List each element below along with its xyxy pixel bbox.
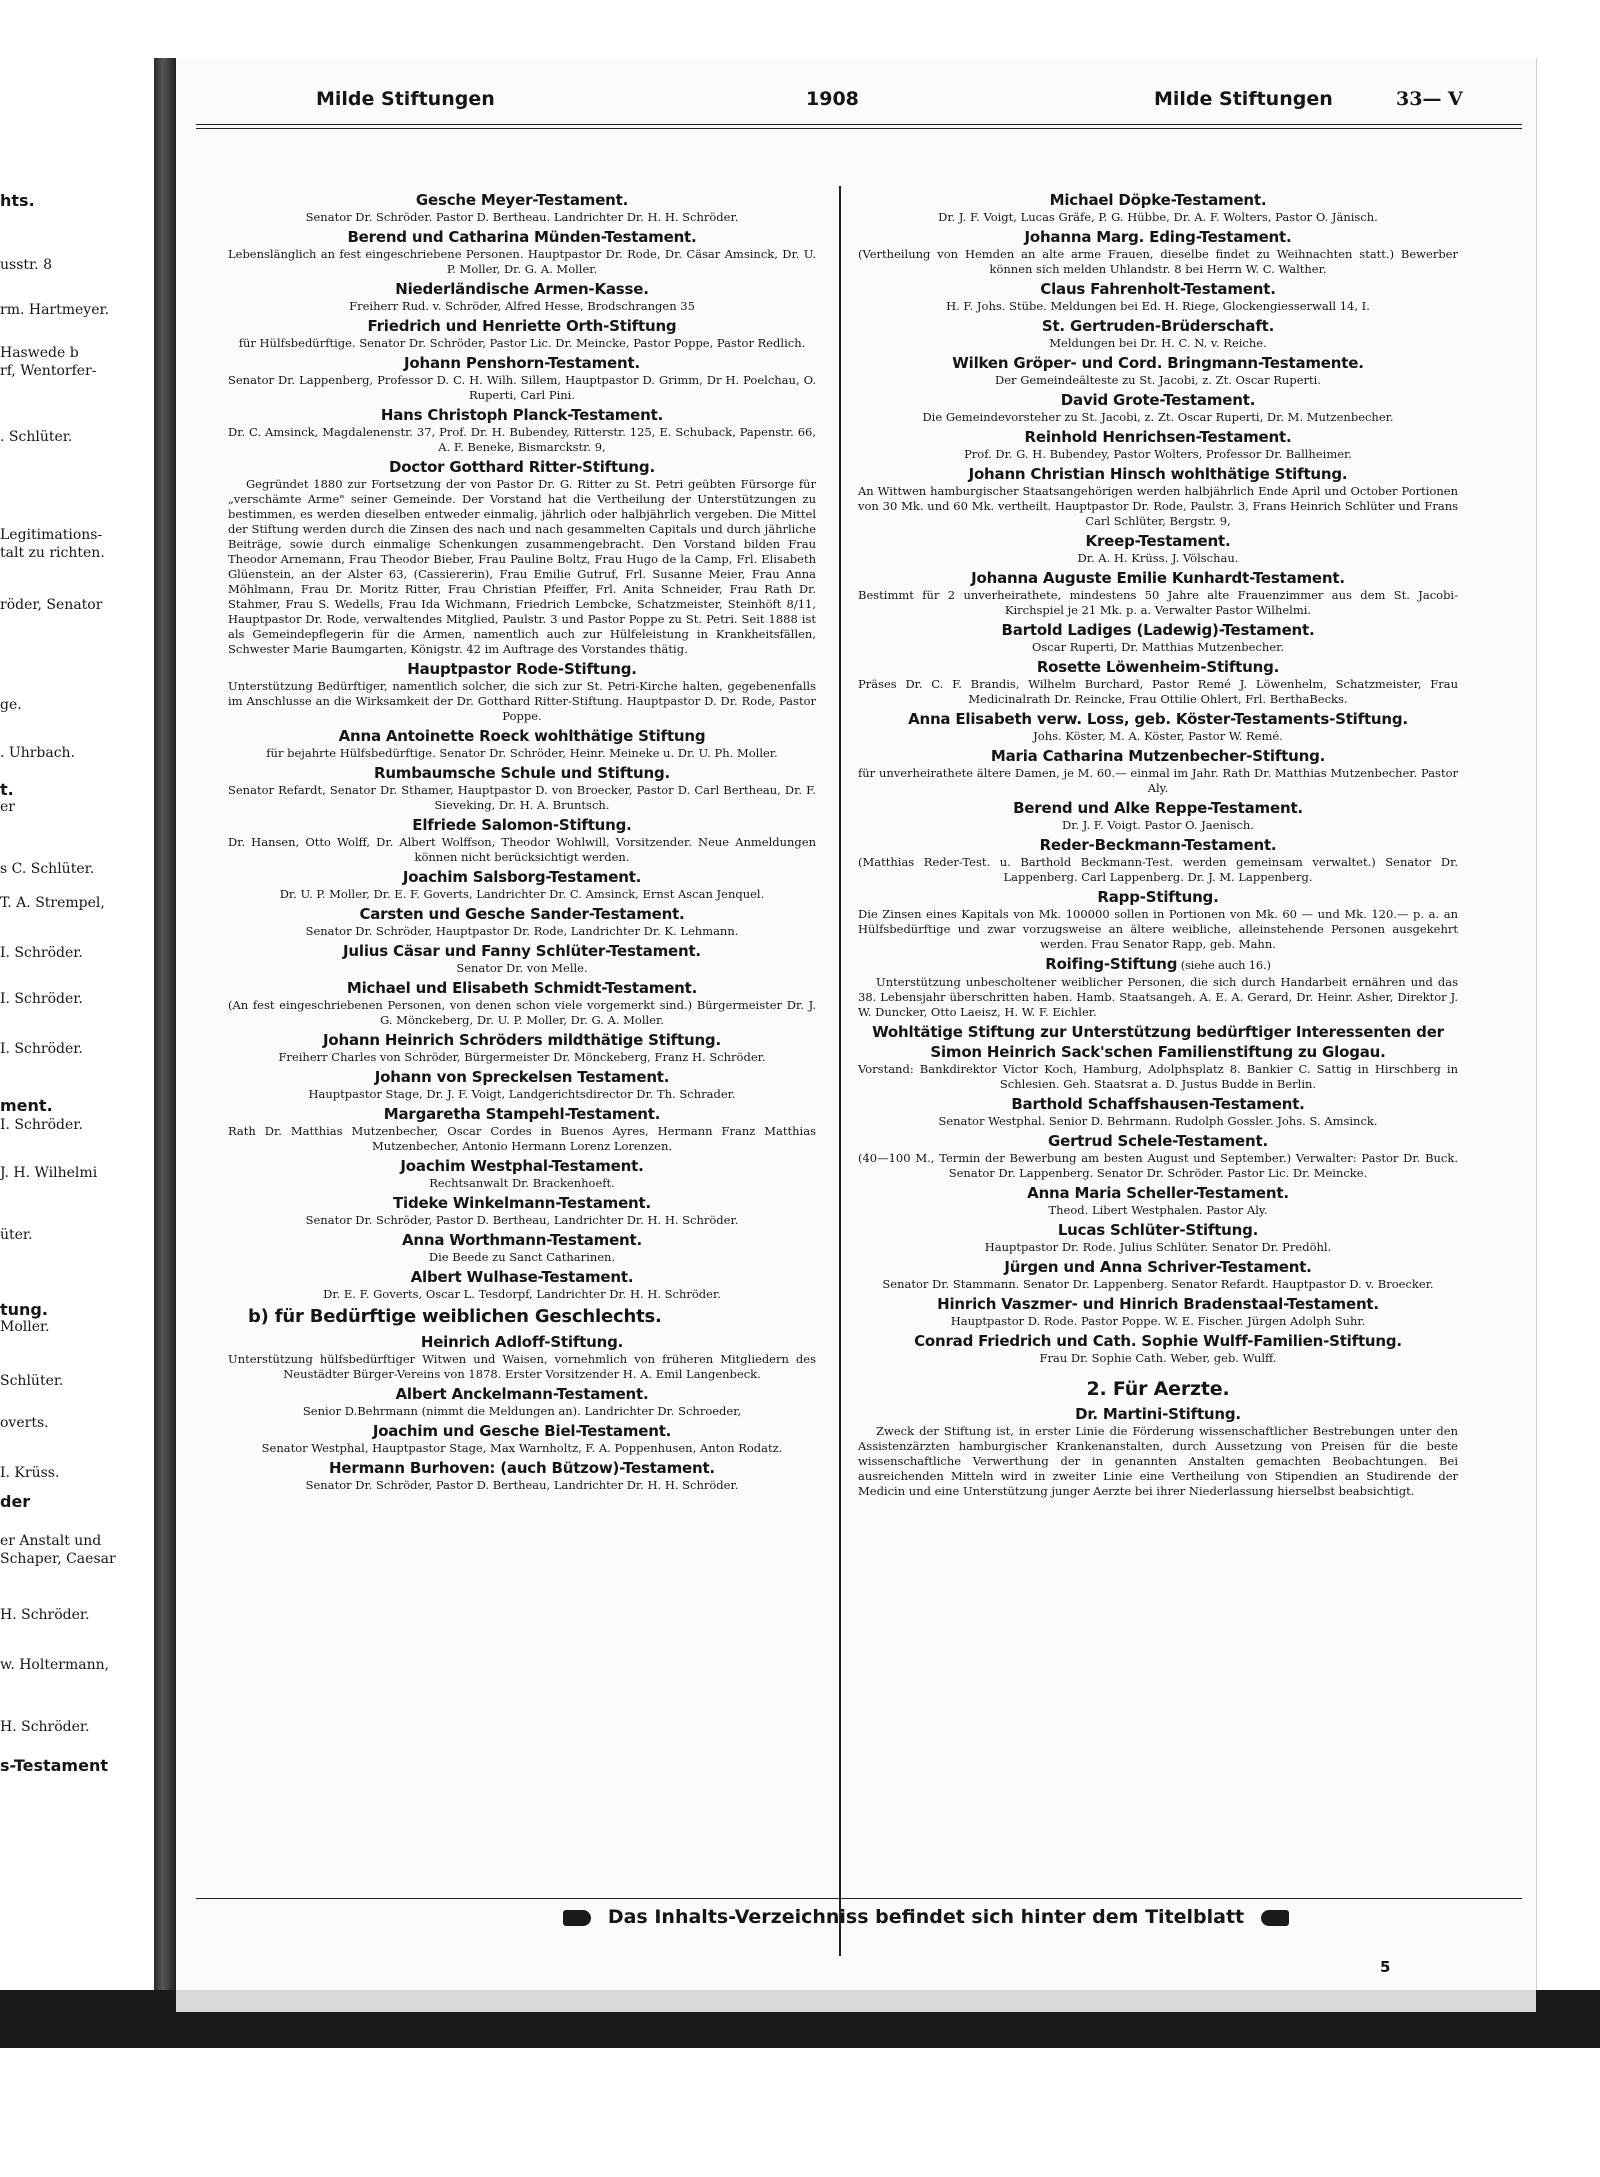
foundation-entry [228, 978, 816, 1028]
facing-page-fragment: overts. [0, 1415, 49, 1431]
foundation-title: Albert Anckelmann-Testament. [395, 1385, 649, 1403]
page-number: 5 [1380, 1958, 1391, 1976]
foundation-details: Freiherr Rud. v. Schröder, Alfred Hesse, Brodschrangen 35 [349, 299, 695, 313]
title-note: (siehe auch 16.) [1177, 958, 1271, 972]
foundation-details: für bejahrte Hülfsbedürftige. Senator Dr. Schröder, Heinr. Meineke u. Dr. U. Ph. Moller. [266, 746, 778, 760]
foundation-title: Rapp-Stiftung. [1097, 888, 1219, 906]
directory-page [176, 58, 1537, 1993]
foundation-details: Dr. E. F. Goverts, Oscar L. Tesdorpf, Landrichter Dr. H. H. Schröder. [323, 1287, 721, 1301]
section-heading: 2. Für Aerzte. [1086, 1378, 1230, 1400]
foundation-entry [228, 1384, 816, 1419]
foundation-details: Die Zinsen eines Kapitals von Mk. 100000 sollen in Portionen von Mk. 60 — und Mk. 120.— p. a. an Hülfsbedürftige und zwar vorzugsweise an ältere weibliche, alleinstehende Personen ausgekehrt werden. Frau Senator Rapp, geb. Mahn. [858, 907, 1458, 951]
foundation-title: Rosette Löwenheim-Stiftung. [1036, 658, 1280, 676]
foundation-entry [858, 954, 1458, 1020]
foundation-title: Wohltätige Stiftung zur Unterstützung bedürftiger Interessenten der Simon Heinrich Sack'schen Familienstiftung zu Glogau. [872, 1023, 1444, 1061]
foundation-title: Johanna Marg. Eding-Testament. [1024, 228, 1292, 246]
foundation-title: Niederländische Armen-Kasse. [395, 280, 649, 298]
foundation-entry [858, 190, 1458, 225]
foundation-title: Hermann Burhoven: (auch Bützow)-Testament. [329, 1459, 715, 1477]
foundation-entry [228, 279, 816, 314]
foundation-title: Wilken Gröper- und Cord. Bringmann-Testamente. [952, 354, 1364, 372]
facing-page-fragment: J. H. Wilhelmi [0, 1165, 98, 1181]
foundation-entry [228, 659, 816, 724]
foundation-details: Gegründet 1880 zur Fortsetzung der von Pastor Dr. G. Ritter zu St. Petri geübten Fürsorge für „verschämte Arme" seiner Gemeinde. Der Vorstand hat die Vertheilung der Unterstützungen zu bestimmen, es werden dieselben entweder einmalig, jährlich oder halbjährlich vergeben. Die Mittel der Stiftung werden durch die Zinsen des nach und nach gesammelten Capitals und durch jährliche Beiträge, sowie durch einmalige Schenkungen zusammengebracht. Den Vorstand bilden Frau Theodor Arnemann, Frau Theodor Bieber, Frau Pauline Boltz, Frau Hugo de la Camp, Frl. Elisabeth Glüenstein, an der Alster 63, (Cassiererin), Frau Emilie Gutruf, Frl. Susanne Meier, Frau Anna Möhlmann, Frau Dr. Moritz Ritter, Frau Christian Pfeiffer, Frl. Anita Schneider, Frau Rath Dr. Stahmer, Frau S. Wedells, Frau Ida Wichmann, Friedrich Lembcke, Schatzmeister, Steinhöft 8/11, Hauptpastor Dr. Rode, verwaltendes Mitglied, Paulstr. 3 und Pastor Poppe zu St. Petri. Seit 1888 ist als Gemeindepflegerin für die Armen, namentlich auch zur Hülfeleistung in Krankheitsfällen, Schwester Marie Baumgarten, Königstr. 42 im Auftrage des Vorstandes thätig. [228, 477, 816, 656]
foundation-details: H. F. Johs. Stübe. Meldungen bei Ed. H. Riege, Glockengiesserwall 14, I. [946, 299, 1370, 313]
foundation-entry [858, 657, 1458, 707]
foundation-title: Joachim und Gesche Biel-Testament. [372, 1422, 672, 1440]
left-page-edge [0, 58, 160, 2048]
foundation-title: Gertrud Schele-Testament. [1048, 1132, 1268, 1150]
facing-page-fragment: I. Krüss. [0, 1465, 60, 1481]
foundation-title: Gesche Meyer-Testament. [415, 191, 629, 209]
foundation-title: Conrad Friedrich und Cath. Sophie Wulff-Familien-Stiftung. [914, 1332, 1402, 1350]
foundation-entry [228, 353, 816, 403]
foundation-entry [228, 316, 816, 351]
foundation-details: Senator Dr. Schröder, Pastor D. Bertheau, Landrichter Dr. H. H. Schröder. [305, 1213, 739, 1227]
header-right: Milde Stiftungen [1154, 88, 1333, 110]
facing-page-fragment: Moller. [0, 1319, 50, 1335]
foundation-entry [858, 1183, 1458, 1218]
foundation-details: Zweck der Stiftung ist, in erster Linie die Förderung wissenschaftlicher Bestrebungen unter den Assistenzärzten hamburgischer Krankenanstalten, durch Aussetzung von Preisen für die beste wissenschaftliche Verwerthung der in genannten Anstalten gemachten Beobachtungen. Bei ausreichenden Mitteln wird in zweiter Linie eine Vertheilung von Stipendien an Studirende der Medicin und eine Unterstützung junger Aerzte bei ihrer Niederlassung hierselbst beabsichtigt. [858, 1424, 1458, 1498]
foundation-entry [228, 1458, 816, 1493]
foundation-entry [228, 1156, 816, 1191]
foundation-title: Hauptpastor Rode-Stiftung. [407, 660, 637, 678]
foundation-entry [228, 227, 816, 277]
foundation-details: Lebenslänglich an fest eingeschriebene Personen. Hauptpastor Dr. Rode, Dr. Cäsar Amsinck, Dr. U. P. Moller, Dr. G. A. Moller. [228, 247, 816, 276]
foundation-title: Hinrich Vaszmer- und Hinrich Bradenstaal-Testament. [937, 1295, 1379, 1313]
foundation-title: Anna Antoinette Roeck wohlthätige Stiftung [338, 727, 706, 745]
foundation-title: Reder-Beckmann-Testament. [1039, 836, 1277, 854]
foundation-entry [228, 1304, 816, 1330]
foundation-title: Johann Heinrich Schröders mildthätige Stiftung. [323, 1031, 721, 1049]
foundation-details: Freiherr Charles von Schröder, Bürgermeister Dr. Mönckeberg, Franz H. Schröder. [278, 1050, 766, 1064]
facing-page-fragment: ge. [0, 697, 22, 713]
running-header [256, 88, 1576, 122]
left-column [228, 190, 816, 1495]
foundation-details: Rechtsanwalt Dr. Brackenhoeft. [429, 1176, 615, 1190]
foundation-entry [858, 1131, 1458, 1181]
foundation-details: Die Gemeindevorsteher zu St. Jacobi, z. Zt. Oscar Ruperti, Dr. M. Mutzenbecher. [922, 410, 1394, 424]
foundation-title: Anna Elisabeth verw. Loss, geb. Köster-Testaments-Stiftung. [908, 710, 1408, 728]
foundation-title: Johanna Auguste Emilie Kunhardt-Testament. [971, 569, 1345, 587]
foundation-entry [858, 620, 1458, 655]
facing-page-fragment: I. Schröder. [0, 1117, 83, 1133]
foundation-details: Der Gemeindeälteste zu St. Jacobi, z. Zt. Oscar Ruperti. [995, 373, 1321, 387]
foundation-entry [858, 390, 1458, 425]
facing-page-fragment: röder, Senator [0, 597, 103, 613]
foundation-entry [228, 763, 816, 813]
foundation-details: (Vertheilung von Hemden an alte arme Frauen, dieselbe findet zu Weihnachten statt.) Bewerber können sich melden Uhlandstr. 8 bei Herrn W. C. Walther. [858, 247, 1458, 276]
foundation-details: Senator Westphal. Senior D. Behrmann. Rudolph Gossler. Johs. S. Amsinck. [938, 1114, 1378, 1128]
foundation-details: Unterstützung unbescholtener weiblicher Personen, die sich durch Handarbeit ernähren und das 38. Lebensjahr überschritten haben. Hamb. Staatsangeh. A. E. A. Gerard, Dr. Heinr. Asher, Direktor J. W. Duncker, Otto Laeisz, H. W. F. Eichler. [858, 975, 1458, 1019]
foundation-entry [858, 1331, 1458, 1366]
foundation-details: Senator Refardt, Senator Dr. Sthamer, Hauptpastor D. von Broecker, Pastor D. Carl Bertheau, Dr. F. Sieveking, Dr. H. A. Bruntsch. [228, 783, 816, 812]
foundation-details: Senior D.Behrmann (nimmt die Meldungen an). Landrichter Dr. Schroeder, [302, 1404, 742, 1418]
foundation-title: Barthold Schaffshausen-Testament. [1011, 1095, 1305, 1113]
footer-rule [196, 1898, 1522, 1899]
foundation-details: Dr. J. F. Voigt. Pastor O. Jaenisch. [1062, 818, 1254, 832]
header-rule [196, 124, 1522, 125]
foundation-details: Senator Dr. Stammann. Senator Dr. Lappenberg. Senator Refardt. Hauptpastor D. v. Broecker. [882, 1277, 1434, 1291]
foundation-entry [858, 1404, 1458, 1499]
foundation-title: St. Gertruden-Brüderschaft. [1041, 317, 1275, 335]
foundation-entry [858, 1376, 1458, 1402]
foundation-entry [858, 531, 1458, 566]
foundation-title: Dr. Martini-Stiftung. [1075, 1405, 1241, 1423]
foundation-entry [858, 709, 1458, 744]
foundation-entry [858, 279, 1458, 314]
foundation-entry [228, 1230, 816, 1265]
facing-page-fragment: I. Schröder. [0, 1041, 83, 1057]
foundation-title: Anna Worthmann-Testament. [402, 1231, 642, 1249]
foundation-details: Hauptpastor Stage, Dr. J. F. Voigt, Landgerichtsdirector Dr. Th. Schrader. [308, 1087, 736, 1101]
facing-page-fragment: Legitimations- [0, 527, 103, 543]
foundation-entry [858, 835, 1458, 885]
foundation-details: Unterstützung hülfsbedürftiger Witwen und Waisen, vornehmlich von früheren Mitgliedern des Neustädter Bürger-Vereins von 1878. Erster Vorsitzender H. A. Emil Langenbeck. [228, 1352, 816, 1381]
foundation-details: Dr. A. H. Krüss. J. Völschau. [1077, 551, 1239, 565]
foundation-entry [858, 568, 1458, 618]
facing-page-fragment: üter. [0, 1227, 33, 1243]
foundation-details: Prof. Dr. G. H. Bubendey, Pastor Wolters, Professor Dr. Ballheimer. [964, 447, 1352, 461]
foundation-entry [858, 1094, 1458, 1129]
foundation-details: (40—100 M., Termin der Bewerbung am besten August und September.) Verwalter: Pastor Dr. Buck. Senator Dr. Lappenberg. Senator Dr. Schröder. Pastor Lic. Dr. Meincke. [858, 1151, 1458, 1180]
facing-page-fragment: Schlüter. [0, 1373, 64, 1389]
facing-page-fragment: ment. [0, 1096, 53, 1115]
foundation-entry [228, 457, 816, 657]
foundation-title: Lucas Schlüter-Stiftung. [1057, 1221, 1259, 1239]
foundation-title: Anna Maria Scheller-Testament. [1027, 1184, 1289, 1202]
foundation-title: Johann von Spreckelsen Testament. [374, 1068, 670, 1086]
foundation-entry [858, 353, 1458, 388]
facing-page-fragment: T. A. Strempel, [0, 895, 105, 911]
foundation-details: Hauptpastor D. Rode. Pastor Poppe. W. E. Fischer. Jürgen Adolph Suhr. [950, 1314, 1366, 1328]
foundation-details: Senator Dr. Lappenberg, Professor D. C. H. Wilh. Sillem, Hauptpastor D. Grimm, Dr H. Poelchau, O. Ruperti, Carl Pini. [228, 373, 816, 402]
column-divider [839, 186, 841, 1956]
facing-page-fragment: hts. [0, 191, 35, 210]
foundation-entry [228, 405, 816, 455]
facing-page-fragment: er Anstalt und [0, 1533, 102, 1549]
foundation-title: Hans Christoph Planck-Testament. [380, 406, 664, 424]
foundation-entry [228, 1421, 816, 1456]
foundation-entry [858, 1220, 1458, 1255]
foundation-details: Frau Dr. Sophie Cath. Weber, geb. Wulff. [1039, 1351, 1277, 1365]
foundation-details: Rath Dr. Matthias Mutzenbecher, Oscar Cordes in Buenos Ayres, Hermann Franz Matthias Mutzenbecher, Antonio Hermann Lorenz Lorenzen. [228, 1124, 816, 1153]
book-gutter [154, 58, 176, 2048]
foundation-details: Hauptpastor Dr. Rode. Julius Schlüter. Senator Dr. Predöhl. [984, 1240, 1332, 1254]
foundation-title: Friedrich und Henriette Orth-Stiftung [367, 317, 677, 335]
foundation-title: Elfriede Salomon-Stiftung. [412, 816, 632, 834]
foundation-details: für unverheirathete ältere Damen, je M. 60.— einmal im Jahr. Rath Dr. Matthias Mutzenbecher. Pastor Aly. [858, 766, 1458, 795]
facing-page-fragment: I. Schröder. [0, 991, 83, 1007]
facing-page-fragment: rf, Wentorfer- [0, 363, 97, 379]
foundation-details: Präses Dr. C. F. Brandis, Wilhelm Burchard, Pastor Remé J. Löwenhelm, Schatzmeister, Frau Medicinalrath Dr. Reincke, Frau Ottilie Ohlert, Frl. BerthaBecks. [858, 677, 1458, 706]
foundation-details: Senator Dr. von Melle. [456, 961, 588, 975]
foundation-entry [858, 227, 1458, 277]
pointing-hand-icon [563, 1910, 591, 1926]
foundation-title: Bartold Ladiges (Ladewig)-Testament. [1001, 621, 1315, 639]
foundation-entry [228, 1067, 816, 1102]
facing-page-fragment: s C. Schlüter. [0, 861, 95, 877]
facing-page-fragment: H. Schröder. [0, 1607, 90, 1623]
facing-page-fragment: er [0, 799, 15, 815]
foundation-details: Meldungen bei Dr. H. C. N. v. Reiche. [1049, 336, 1267, 350]
pointing-hand-left-icon [1261, 1910, 1289, 1926]
foundation-title: Johann Penshorn-Testament. [404, 354, 640, 372]
foundation-entry [228, 941, 816, 976]
foundation-title: Jürgen und Anna Schriver-Testament. [1004, 1258, 1312, 1276]
foundation-title: Rumbaumsche Schule und Stiftung. [373, 764, 671, 782]
facing-page-fragment: I. Schröder. [0, 945, 83, 961]
header-left: Milde Stiftungen [316, 88, 495, 110]
foundation-details: Dr. U. P. Moller, Dr. E. F. Goverts, Landrichter Dr. C. Amsinck, Ernst Ascan Jenquel. [279, 887, 765, 901]
foundation-entry [858, 1022, 1458, 1092]
facing-page-fragment: talt zu richten. [0, 545, 105, 561]
foundation-entry [228, 1193, 816, 1228]
foundation-entry [858, 798, 1458, 833]
foundation-details: Oscar Ruperti, Dr. Matthias Mutzenbecher. [1031, 640, 1285, 654]
foundation-details: (Matthias Reder-Test. u. Barthold Beckmann-Test. werden gemeinsam verwaltet.) Senator Dr. Lappenberg. Carl Lappenberg. Dr. J. M. Lappenberg. [858, 855, 1458, 884]
right-column [858, 190, 1458, 1501]
foundation-entry [228, 726, 816, 761]
foundation-details: Dr. J. F. Voigt, Lucas Gräfe, P. G. Hübbe, Dr. A. F. Wolters, Pastor O. Jänisch. [938, 210, 1378, 224]
facing-page-fragment: . Schlüter. [0, 429, 73, 445]
foundation-title: Claus Fahrenholt-Testament. [1040, 280, 1276, 298]
foundation-details: (An fest eingeschriebenen Personen, von denen schon viele vorgemerkt sind.) Bürgermeister Dr. J. G. Mönckeberg, Dr. U. P. Moller, Dr. G. A. Moller. [228, 998, 816, 1027]
foundation-title: Johann Christian Hinsch wohlthätige Stiftung. [968, 465, 1348, 483]
facing-page-fragment: rm. Hartmeyer. [0, 302, 110, 318]
foundation-entry [858, 746, 1458, 796]
facing-page-fragment: Haswede b [0, 345, 79, 361]
foundation-title: Maria Catharina Mutzenbecher-Stiftung. [990, 747, 1326, 765]
foundation-entry [228, 190, 816, 225]
footer-text: Das Inhalts-Verzeichniss befindet sich hinter dem Titelblatt [607, 1906, 1245, 1928]
foundation-entry [228, 1332, 816, 1382]
facing-page-fragment: usstr. 8 [0, 257, 52, 273]
foundation-entry [228, 867, 816, 902]
foundation-entry [228, 1104, 816, 1154]
foundation-details: Unterstützung Bedürftiger, namentlich solcher, die sich zur St. Petri-Kirche halten, gegebenenfalls im Anschlusse an die Wirksamkeit der Dr. Gotthard Ritter-Stiftung. Hauptpastor D. Dr. Rode, Pastor Poppe. [228, 679, 816, 723]
facing-page-fragment: der [0, 1492, 31, 1511]
foundation-entry [858, 887, 1458, 952]
facing-page-fragment: s-Testament [0, 1756, 108, 1775]
section-heading: b) für Bedürftige weiblichen Geschlechts. [248, 1306, 662, 1327]
foundation-details: Senator Dr. Schröder, Hauptpastor Dr. Rode, Landrichter Dr. K. Lehmann. [305, 924, 739, 938]
foundation-title: Michael und Elisabeth Schmidt-Testament. [346, 979, 698, 997]
foundation-details: Senator Dr. Schröder. Pastor D. Bertheau. Landrichter Dr. H. H. Schröder. [305, 210, 739, 224]
foundation-title: Margaretha Stampehl-Testament. [383, 1105, 661, 1123]
header-rule-thin [196, 128, 1522, 129]
foundation-details: An Wittwen hamburgischer Staatsangehörigen werden halbjährlich Ende April und October Portionen von 30 Mk. und 60 Mk. vertheilt. Hauptpastor Dr. Rode, Paulstr. 3, Frans Heinrich Schlüter und Frans Carl Schlüter, Bergstr. 9, [858, 484, 1458, 528]
header-pagecode: 33— V [1396, 88, 1463, 110]
foundation-entry [858, 316, 1458, 351]
foundation-title: Kreep-Testament. [1085, 532, 1231, 550]
header-year: 1908 [806, 88, 859, 110]
foundation-title: Berend und Catharina Münden-Testament. [347, 228, 697, 246]
foundation-title: Doctor Gotthard Ritter-Stiftung. [389, 458, 655, 476]
foundation-entry [228, 1267, 816, 1302]
foundation-details: Senator Dr. Schröder, Pastor D. Bertheau, Landrichter Dr. H. H. Schröder. [305, 1478, 739, 1492]
foundation-entry [228, 1030, 816, 1065]
facing-page-fragment: w. Holtermann, [0, 1657, 110, 1673]
foundation-entry [228, 904, 816, 939]
foundation-title: Joachim Salsborg-Testament. [402, 868, 642, 886]
foundation-details: Die Beede zu Sanct Catharinen. [428, 1250, 616, 1264]
foundation-details: Theod. Libert Westphalen. Pastor Aly. [1048, 1203, 1268, 1217]
foundation-entry [858, 427, 1458, 462]
foundation-title: Roifing-Stiftung (siehe auch 16.) [1045, 955, 1271, 973]
foundation-details: Dr. Hansen, Otto Wolff, Dr. Albert Wolffson, Theodor Wohlwill, Vorsitzender. Neue Anmeldungen können nicht berücksichtigt werden. [228, 835, 816, 864]
foundation-entry [858, 1294, 1458, 1329]
foundation-title: Carsten und Gesche Sander-Testament. [359, 905, 685, 923]
foundation-title: Albert Wulhase-Testament. [410, 1268, 634, 1286]
foundation-title: Berend und Alke Reppe-Testament. [1013, 799, 1303, 817]
foundation-title: Julius Cäsar und Fanny Schlüter-Testament. [343, 942, 701, 960]
footer-notice [476, 1906, 1376, 1928]
foundation-title: Tideke Winkelmann-Testament. [392, 1194, 652, 1212]
facing-page-fragment: tung. [0, 1300, 48, 1319]
foundation-title: Reinhold Henrichsen-Testament. [1024, 428, 1292, 446]
foundation-details: Dr. C. Amsinck, Magdalenenstr. 37, Prof. Dr. H. Bubendey, Ritterstr. 125, E. Schuback, Papenstr. 66, A. F. Beneke, Bismarckstr. 9, [228, 425, 816, 454]
facing-page-fragment: Schaper, Caesar [0, 1551, 116, 1567]
foundation-entry [858, 464, 1458, 529]
foundation-details: für Hülfsbedürftige. Senator Dr. Schröder, Pastor Lic. Dr. Meincke, Pastor Poppe, Pastor Redlich. [238, 336, 806, 350]
foundation-title: David Grote-Testament. [1060, 391, 1256, 409]
facing-page-fragment: H. Schröder. [0, 1719, 90, 1735]
facing-page-fragment: t. [0, 780, 14, 799]
foundation-details: Vorstand: Bankdirektor Victor Koch, Hamburg, Adolphsplatz 8. Bankier C. Sattig in Hirschberg in Schlesien. Geh. Staatsrat a. D. Justus Budde in Berlin. [858, 1062, 1458, 1091]
foundation-details: Senator Westphal, Hauptpastor Stage, Max Warnholtz, F. A. Poppenhusen, Anton Rodatz. [261, 1441, 783, 1455]
scanner-bottom-edge [0, 1990, 1600, 2048]
facing-page-fragment: . Uhrbach. [0, 745, 76, 761]
foundation-entry [858, 1257, 1458, 1292]
foundation-details: Johs. Köster, M. A. Köster, Pastor W. Remé. [1033, 729, 1283, 743]
foundation-title: Joachim Westphal-Testament. [400, 1157, 644, 1175]
foundation-title: Michael Döpke-Testament. [1049, 191, 1267, 209]
foundation-details: Bestimmt für 2 unverheirathete, mindestens 50 Jahre alte Frauenzimmer aus dem St. Jacobi-Kirchspiel je 21 Mk. p. a. Verwalter Pastor Wilhelmi. [858, 588, 1458, 617]
foundation-title: Heinrich Adloff-Stiftung. [420, 1333, 624, 1351]
foundation-entry [228, 815, 816, 865]
